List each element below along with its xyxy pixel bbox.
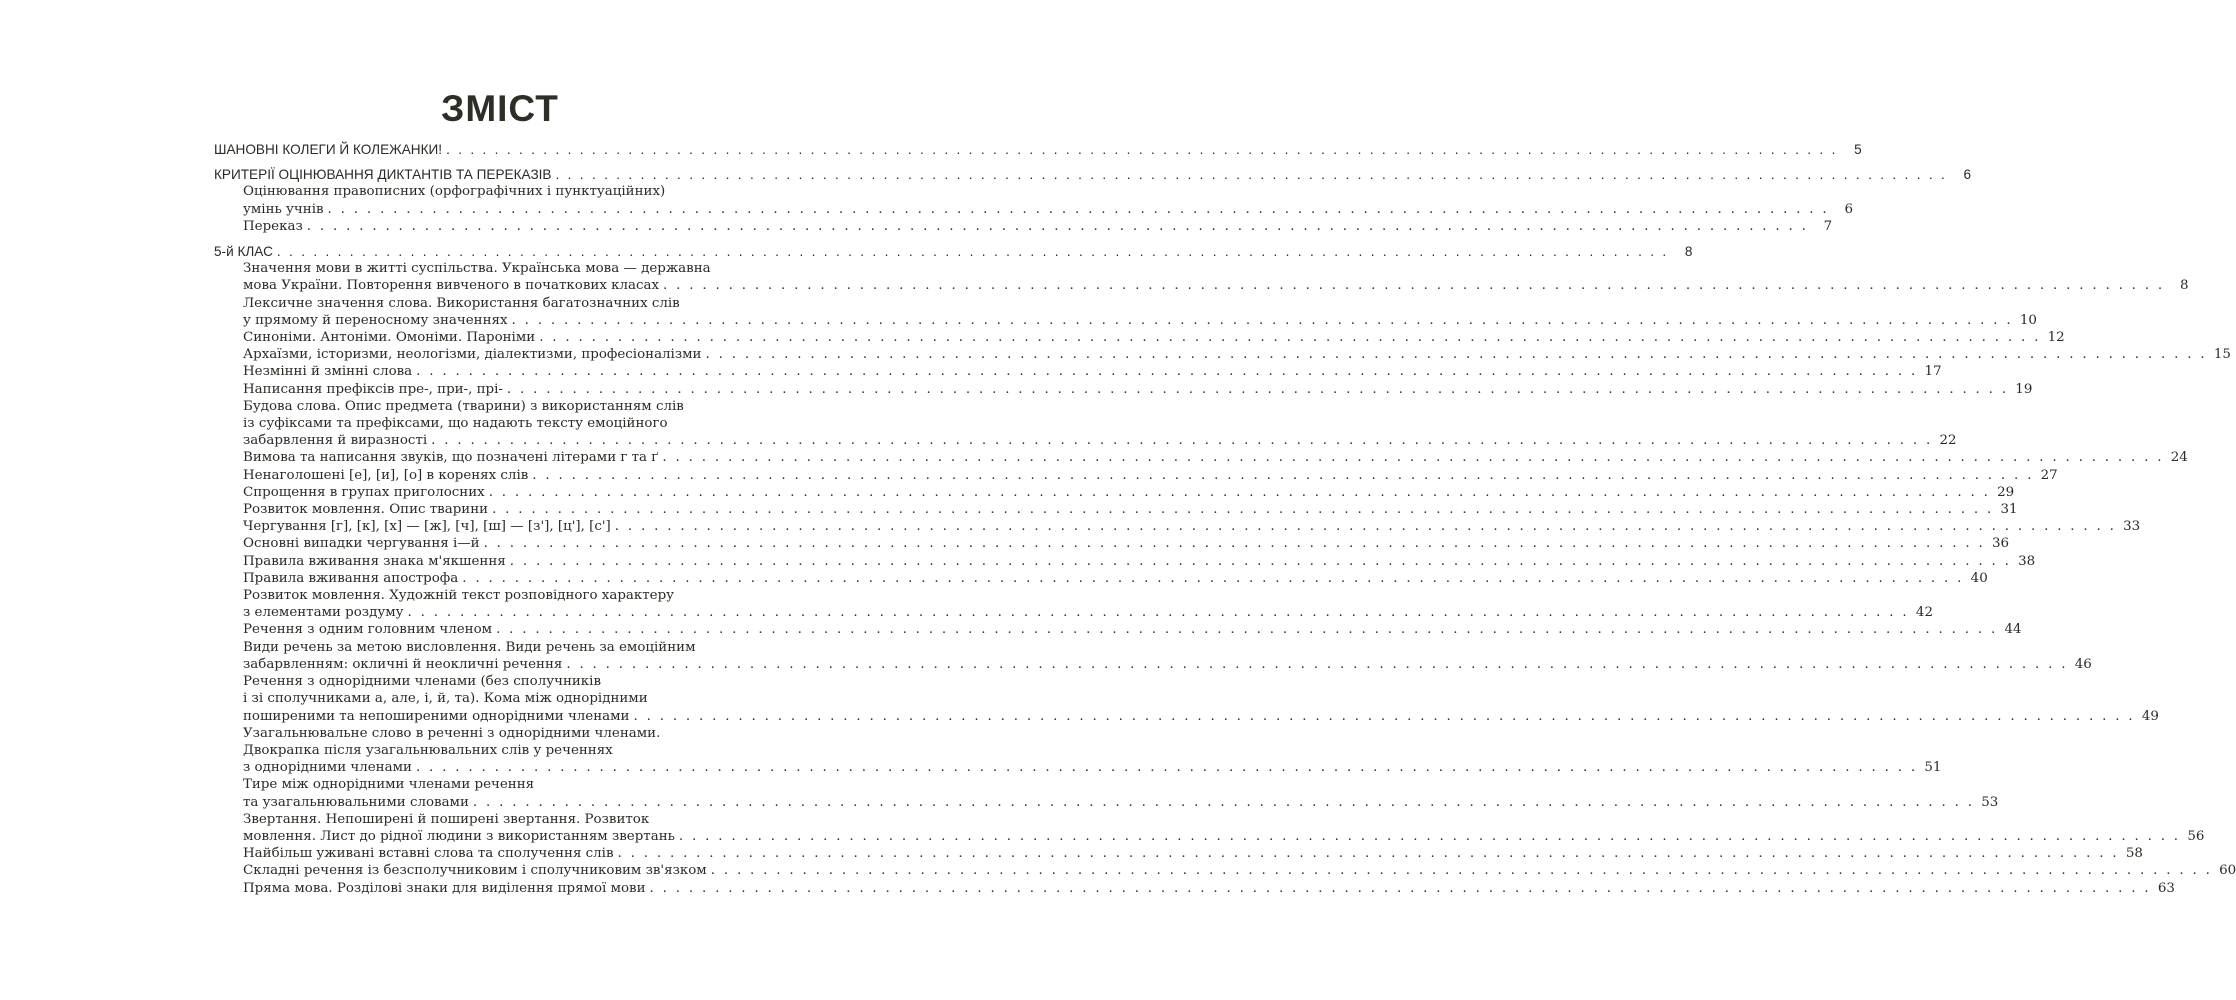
- dot-leader: [492, 621, 1997, 638]
- toc-entry[interactable]: [214, 776, 1999, 810]
- toc-entry[interactable]: [214, 862, 2236, 879]
- toc-page-number: 15: [2213, 347, 2231, 363]
- dot-leader: [442, 141, 1838, 158]
- toc-entry-title: у прямому й переносному значеннях: [243, 312, 508, 328]
- dot-leader: [488, 501, 1993, 518]
- toc-page-number: 17: [1924, 364, 1942, 380]
- toc-entry[interactable]: [214, 183, 1853, 217]
- toc-page-number: 49: [2141, 708, 2159, 724]
- toc-entry-title: 5-й КЛАС: [214, 244, 273, 260]
- toc-entry[interactable]: [214, 329, 2065, 346]
- toc-entry-row: [214, 312, 2037, 329]
- toc-entry-title: умінь учнів: [243, 201, 324, 217]
- toc-page-number: 46: [2074, 656, 2092, 672]
- toc-entry[interactable]: [214, 553, 2036, 570]
- toc-entry[interactable]: [214, 673, 2159, 725]
- toc-page-number: 6: [1844, 201, 1853, 217]
- toc-page-number: 12: [2047, 330, 2065, 346]
- toc-entry-title-line: Тире між однорідними членами речення: [243, 777, 535, 793]
- toc-entry-row: [214, 862, 2236, 879]
- toc-entry-title: Складні речення із безсполучниковим і сполучниковим зв'язком: [243, 863, 707, 879]
- toc-entry-title-line: Значення мови в житті суспільства. Українська мова — державна: [243, 261, 711, 277]
- toc-page-number: 8: [1684, 244, 1693, 260]
- toc-entry[interactable]: [214, 381, 2033, 398]
- dot-leader: [458, 570, 1963, 587]
- toc-entry-title-line: Види речень за метою висловлення. Види речень за емоційним: [243, 639, 696, 655]
- toc-entry-row: [214, 218, 1833, 235]
- toc-entry-title: Синоніми. Антоніми. Омоніми. Пароніми: [243, 330, 536, 346]
- dot-leader: [535, 329, 2040, 346]
- dot-leader: [629, 708, 2134, 725]
- toc-entry-row: [214, 467, 2058, 484]
- toc-entry-title: та узагальнювальними словами: [243, 794, 469, 810]
- toc-page-number: 29: [1997, 484, 2015, 500]
- toc-entry[interactable]: [214, 141, 1862, 158]
- toc-entry-title: з елементами роздуму: [243, 605, 404, 621]
- toc-entry-row: [214, 845, 2143, 862]
- dot-leader: [611, 518, 2116, 535]
- toc-entry-row: [214, 570, 1988, 587]
- page-title: ЗМІСТ: [441, 88, 559, 129]
- toc-entry-title-line: Будова слова. Опис предмета (тварини) з використанням слів: [243, 398, 684, 414]
- dot-leader: [480, 535, 1985, 552]
- toc-entry-row: [214, 329, 2065, 346]
- toc-entry-title-line: і зі сполучниками а, але, і, й, та). Кома між однорідними: [243, 691, 648, 707]
- dot-leader: [412, 363, 1917, 380]
- toc-entry-row: [214, 432, 1957, 449]
- dot-leader: [273, 243, 1669, 260]
- toc-entry-row: [214, 501, 2018, 518]
- dot-leader: [701, 346, 2206, 363]
- toc-page-number: 36: [1991, 536, 2009, 552]
- toc-entry[interactable]: [214, 811, 2205, 845]
- toc-entry-title-line: Лексичне значення слова. Використання багатозначних слів: [243, 295, 680, 311]
- dot-leader: [324, 201, 1829, 218]
- toc-entry-title: Пряма мова. Розділові знаки для виділення прямої мови: [243, 880, 646, 896]
- toc-page-number: 10: [2019, 312, 2037, 328]
- toc-page-number: 5: [1854, 142, 1862, 157]
- dot-leader: [528, 467, 2033, 484]
- dot-leader: [614, 845, 2119, 862]
- toc-entry-title: ШАНОВНІ КОЛЕГИ Й КОЛЕЖАНКИ!: [214, 142, 443, 157]
- toc-entry-title-line: Оцінювання правописних (орфографічних і пунктуаційних): [243, 184, 666, 200]
- toc-entry-title: Переказ: [243, 218, 303, 234]
- toc-page-number: 6: [1963, 167, 1972, 183]
- dot-leader: [658, 449, 2163, 466]
- toc-page-number: 7: [1823, 218, 1833, 234]
- toc-page-number: 60: [2219, 863, 2236, 879]
- toc-entry-title: КРИТЕРІЇ ОЦІНЮВАННЯ ДИКТАНТІВ ТА ПЕРЕКАЗІВ: [214, 167, 552, 183]
- toc-entry[interactable]: [214, 166, 1972, 183]
- toc-page-number: 44: [2004, 622, 2022, 638]
- toc-entry-row: [214, 243, 1693, 260]
- toc-entry[interactable]: [214, 467, 2058, 484]
- dot-leader: [659, 277, 2164, 294]
- toc-entry-row: [214, 141, 1862, 158]
- dot-leader: [675, 828, 2180, 845]
- toc-entry[interactable]: [214, 346, 2231, 363]
- toc-page-number: 53: [1981, 794, 1999, 810]
- toc-entry[interactable]: [214, 295, 2037, 329]
- toc-entry-row: [214, 708, 2159, 725]
- toc-entry[interactable]: [214, 535, 2009, 552]
- toc-entry[interactable]: [214, 518, 2141, 535]
- toc-entry-row: [214, 346, 2231, 363]
- dot-leader: [427, 432, 1932, 449]
- toc-entry-title-line: Розвиток мовлення. Художній текст розповідного характеру: [243, 588, 675, 604]
- toc-entry-row: [214, 201, 1853, 218]
- toc-page-number: 42: [1915, 605, 1933, 621]
- toc-entry-row: [214, 828, 2205, 845]
- toc-entry-row: [214, 381, 2033, 398]
- toc-entry-title: забарвлення й виразності: [243, 433, 428, 449]
- toc-entry-title: Ненаголошені [е], [и], [о] в коренях слів: [243, 467, 529, 483]
- toc-entry[interactable]: [214, 639, 2092, 673]
- toc-entry[interactable]: [214, 243, 1693, 260]
- toc-entry[interactable]: [214, 398, 1957, 450]
- toc-entry[interactable]: [214, 449, 2188, 466]
- toc-page-number: 19: [2015, 381, 2033, 397]
- toc-entry-row: [214, 277, 2189, 294]
- toc-entry[interactable]: [214, 218, 1833, 235]
- dot-leader: [552, 166, 1948, 183]
- toc-page-number: 56: [2187, 828, 2205, 844]
- toc-entry-row: [214, 535, 2009, 552]
- toc-entry[interactable]: [214, 260, 2189, 294]
- toc-entry-title: поширеними та непоширеними однорідними членами: [243, 708, 630, 724]
- toc-entry-row: [214, 363, 1942, 380]
- toc-entry-title: Правила вживання апострофа: [243, 570, 459, 586]
- dot-leader: [506, 553, 2011, 570]
- toc-entry-row: [214, 794, 1999, 811]
- dot-leader: [404, 604, 1909, 621]
- toc-entry-title: Речення з одним головним членом: [243, 622, 493, 638]
- toc-entry[interactable]: [214, 570, 1988, 587]
- toc-entry-title: Правила вживання знака м'якшення: [243, 553, 506, 569]
- toc-entry-title: Спрощення в групах приголосних: [243, 484, 485, 500]
- toc-entry-title: з однорідними членами: [243, 760, 412, 776]
- toc-entry-row: [214, 518, 2141, 535]
- toc-page-number: 38: [2018, 553, 2036, 569]
- toc-entry-title-line: Двокрапка після узагальнювальних слів у реченнях: [243, 742, 613, 758]
- toc-page-number: 33: [2123, 519, 2141, 535]
- dot-leader: [503, 381, 2008, 398]
- toc-entry-title-line: Звертання. Непоширені й поширені звертання. Розвиток: [243, 811, 650, 827]
- toc-entry-title: Розвиток мовлення. Опис тварини: [243, 502, 489, 518]
- toc-page-number: 22: [1939, 433, 1957, 449]
- toc-entry-title: мова України. Повторення вивченого в початкових класах: [243, 278, 660, 294]
- toc-page-number: 24: [2170, 450, 2188, 466]
- toc-entry-title: Найбільш уживані вставні слова та сполучення слів: [243, 846, 614, 862]
- toc-entry-row: [214, 449, 2188, 466]
- toc-entry-title: Чергування [г], [к], [х] — [ж], [ч], [ш] — [з'], [ц'], [с']: [243, 519, 611, 535]
- toc-entry[interactable]: [214, 725, 1942, 777]
- toc-entry-title: забарвленням: окличні й неокличні речення: [243, 656, 563, 672]
- toc-entry-row: [214, 166, 1972, 183]
- toc-entry[interactable]: [214, 484, 2015, 501]
- toc-entry-title: Основні випадки чергування і—й: [243, 536, 480, 552]
- toc-page-number: 27: [2040, 467, 2058, 483]
- dot-leader: [485, 484, 1990, 501]
- toc-page-number: 40: [1970, 570, 1988, 586]
- toc-entry-title: Вимова та написання звуків, що позначені літерами г та ґ: [243, 450, 659, 466]
- toc-entry-title: мовлення. Лист до рідної людини з використанням звертань: [243, 828, 675, 844]
- toc-entry-title-line: Узагальнювальне слово в реченні з однорідними членами.: [243, 725, 661, 741]
- toc-entry[interactable]: [214, 587, 1933, 621]
- toc-entry-row: [214, 759, 1942, 776]
- toc-entry[interactable]: [214, 501, 2018, 518]
- dot-leader: [508, 312, 2013, 329]
- toc-page-number: 51: [1924, 760, 1942, 776]
- toc-entry-row: [214, 656, 2092, 673]
- toc-entry[interactable]: [214, 621, 2022, 638]
- toc-entry-row: [214, 880, 2175, 897]
- toc-entry-title: Незмінні й змінні слова: [243, 364, 413, 380]
- toc-entry-row: [214, 484, 2015, 501]
- dot-leader: [646, 880, 2151, 897]
- toc-entry-title: Архаїзми, історизми, неологізми, діалектизми, професіоналізми: [243, 347, 702, 363]
- toc-page-number: 58: [2125, 846, 2143, 862]
- toc-entry-row: [214, 604, 1933, 621]
- dot-leader: [303, 218, 1808, 235]
- toc-entry[interactable]: [214, 363, 1942, 380]
- toc-entry-title-line: із суфіксами та префіксами, що надають тексту емоційного: [243, 416, 668, 432]
- toc-entry-row: [214, 621, 2022, 638]
- toc-page-number: 31: [2000, 502, 2018, 518]
- dot-leader: [412, 759, 1917, 776]
- toc-entry-title: Написання префіксів пре-, при-, прі-: [243, 381, 503, 397]
- dot-leader: [469, 794, 1974, 811]
- toc-entry[interactable]: [214, 880, 2175, 897]
- dot-leader: [707, 862, 2212, 879]
- table-of-contents: [214, 141, 2236, 897]
- toc-page-number: 8: [2179, 278, 2189, 294]
- toc-entry[interactable]: [214, 845, 2143, 862]
- toc-page-number: 63: [2157, 880, 2175, 896]
- toc-entry-title-line: Речення з однорідними членами (без сполучників: [243, 674, 601, 690]
- dot-leader: [562, 656, 2067, 673]
- toc-entry-row: [214, 553, 2036, 570]
